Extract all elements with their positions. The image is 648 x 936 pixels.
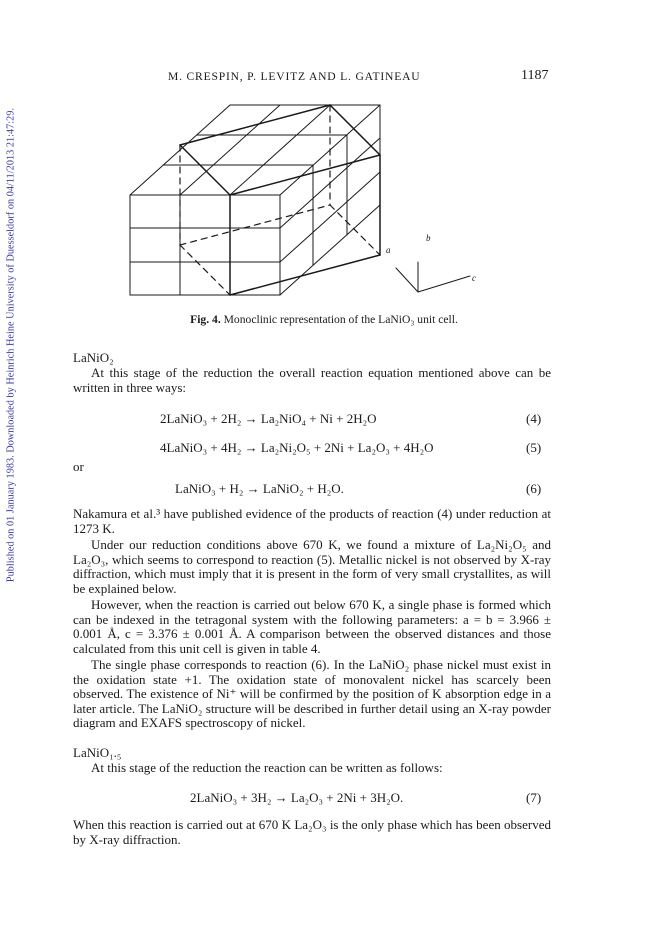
unit-cell-diagram	[120, 100, 490, 300]
paragraph-below-670k: However, when the reaction is carried out below 670 K, a single phase is formed which can be indexed in the tetragonal system with the following parameters: a = b = 3.966 ± 0.001 Å, c = 3.376 ± 0.001 Å. A comparison between the observed distances and those calculated from this unit cell is given in table 4.	[73, 597, 551, 656]
equation-4-text: 2LaNiO₃ + 2H₂ → La₂NiO₄ + Ni + 2H₂O	[160, 411, 377, 426]
cube-front-face	[130, 195, 280, 295]
running-header	[0, 70, 648, 90]
or-connector: or	[73, 459, 84, 474]
equation-5	[0, 440, 648, 456]
unit-cell-figure	[120, 100, 490, 300]
axis-c-label: c	[472, 273, 476, 283]
section-heading-lanio15: LaNiO₁.₅	[73, 745, 122, 760]
equation-6-text: LaNiO₃ + H₂ → LaNiO₂ + H₂O.	[175, 481, 344, 496]
paragraph-intro-lanio15: At this stage of the reduction the reaction can be written as follows:	[91, 760, 443, 775]
header-authors: M. CRESPIN, P. LEVITZ AND L. GATINEAU	[168, 70, 421, 83]
equation-5-text: 4LaNiO₃ + 4H₂ → La₂Ni₂O₅ + 2Ni + La₂O₃ + 4H₂O	[160, 440, 434, 455]
equation-7-text: 2LaNiO₃ + 3H₂ → La₂O₃ + 2Ni + 3H₂O.	[190, 790, 404, 805]
page-number: 1187	[521, 68, 549, 83]
paragraph-la2o3: When this reaction is carried out at 670 K La₂O₃ is the only phase which has been observed by X-ray diffraction.	[73, 817, 551, 847]
equation-6	[0, 481, 648, 497]
paragraph-above-670k: Under our reduction conditions above 670 K, we found a mixture of La₂Ni₂O₅ and La₂O₃, which seems to correspond to reaction (5). Metallic nickel is not observed by X-ray diffraction, which must imply that it is present in the form of very small crystallites, as will be explained below.	[73, 537, 551, 596]
axis-a-arrow	[396, 268, 418, 292]
equation-4-number: (4)	[526, 411, 542, 426]
axis-b-label: b	[426, 233, 431, 243]
equation-6-number: (6)	[526, 481, 542, 496]
equation-7	[0, 790, 648, 806]
equation-7-number: (7)	[526, 790, 542, 805]
download-watermark	[4, 90, 18, 600]
equation-5-number: (5)	[526, 440, 542, 455]
caption-label: Fig. 4.	[190, 313, 221, 326]
paragraph-single-phase: The single phase corresponds to reaction (6). In the LaNiO₂ phase nickel must exist in the oxidation state +1. The oxidation state of monovalent nickel has scarcely been observed. The existence of Ni⁺ will be confirmed by the position of K absorption edge in a later article. The LaNiO₂ structure will be described in further detail using an X-ray powder diagram and EXAFS spectroscopy of nickel.	[73, 657, 551, 731]
paragraph-nakamura: Nakamura et al.³ have published evidence of the products of reaction (4) under reduction at 1273 K.	[73, 506, 551, 536]
paragraph-intro-lanio2: At this stage of the reduction the overall reaction equation mentioned above can be written in three ways:	[73, 365, 551, 395]
download-watermark-text: Published on 01 January 1983. Downloaded by Heinrich Heine University of Duesseldorf on 04/11/2013 21:47:29.	[5, 107, 17, 583]
figure-caption	[0, 313, 648, 326]
equation-4	[0, 411, 648, 427]
section-heading-lanio2: LaNiO₂	[73, 350, 114, 365]
axis-c-arrow	[418, 276, 470, 292]
caption-text: Monoclinic representation of the LaNiO₃ unit cell.	[223, 313, 458, 326]
axis-a-label: a	[386, 245, 391, 255]
